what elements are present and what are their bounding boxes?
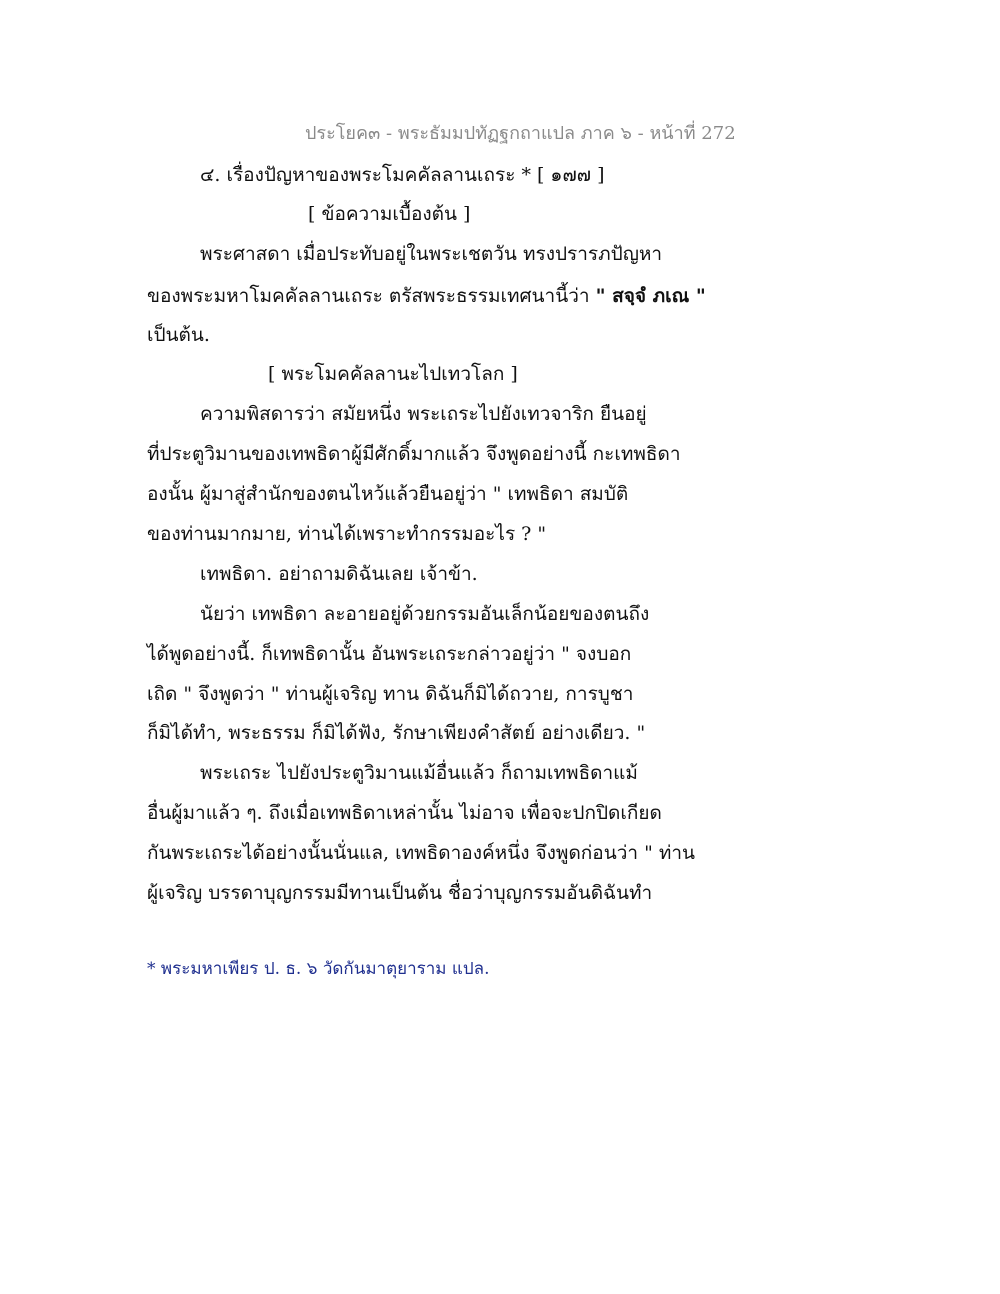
section-heading-intro: [ ข้อความเบื้องต้น ] (308, 203, 471, 225)
paragraph-1-line-1: พระศาสดา เมื่อประทับอยู่ในพระเชตวัน ทรงปรารภปัญหา (200, 243, 663, 265)
paragraph-2-line-4: ของท่านมากมาย, ท่านได้เพราะทำกรรมอะไร ? " (147, 523, 547, 545)
section-heading-devaloka: [ พระโมคคัลลานะไปเทวโลก ] (268, 363, 518, 385)
paragraph-5-line-2: อื่นผู้มาแล้ว ๆ. ถึงเมื่อเทพธิดาเหล่านั้น ไม่อาจ เพื่อจะปกปิดเกียด (147, 802, 662, 824)
paragraph-4-line-3: เถิด " จึงพูดว่า " ท่านผู้เจริญ ทาน ดิฉันก็มิได้ถวาย, การบูชา (147, 683, 634, 705)
paragraph-2-line-2: ที่ประตูวิมานของเทพธิดาผู้มีศักดิ์มากแล้ว จึงพูดอย่างนี้ กะเทพธิดา (147, 443, 681, 465)
pali-quote: " สจฺจํ ภเณ " (595, 285, 706, 307)
paragraph-2-line-1: ความพิสดารว่า สมัยหนึ่ง พระเถระไปยังเทวจาริก ยืนอยู่ (200, 403, 647, 425)
running-header: ประโยค๓ - พระธัมมปทัฏฐกถาแปล ภาค ๖ - หน้าที่ 272 (305, 123, 736, 144)
paragraph-1-line-2-text: ของพระมหาโมคคัลลานเถระ ตรัสพระธรรมเทศนานี้ว่า (147, 285, 596, 307)
footnote: * พระมหาเพียร ป. ธ. ๖ วัดกันมาตุยาราม แปล. (147, 959, 490, 979)
paragraph-4-line-2: ได้พูดอย่างนี้. ก็เทพธิดานั้น อันพระเถระกล่าวอยู่ว่า " จงบอก (147, 643, 632, 665)
paragraph-2-line-3: องนั้น ผู้มาสู่สำนักของตนไหว้แล้วยืนอยู่ว่า " เทพธิดา สมบัติ (147, 483, 629, 505)
paragraph-5-line-1: พระเถระ ไปยังประตูวิมานแม้อื่นแล้ว ก็ถามเทพธิดาแม้ (200, 762, 638, 784)
paragraph-5-line-3: กันพระเถระได้อย่างนั้นนั่นแล, เทพธิดาองค์หนึ่ง จึงพูดก่อนว่า " ท่าน (147, 842, 696, 864)
paragraph-4-line-4: ก็มิได้ทำ, พระธรรม ก็มิได้ฟัง, รักษาเพียงคำสัตย์ อย่างเดียว. " (147, 722, 646, 744)
paragraph-4-line-1: นัยว่า เทพธิดา ละอายอยู่ด้วยกรรมอันเล็กน้อยของตนถึง (200, 603, 650, 625)
paragraph-3: เทพธิดา. อย่าถามดิฉันเลย เจ้าข้า. (200, 563, 478, 585)
paragraph-1-line-3: เป็นต้น. (147, 324, 210, 346)
paragraph-5-line-4: ผู้เจริญ บรรดาบุญกรรมมีทานเป็นต้น ชื่อว่าบุญกรรมอันดิฉันทำ (147, 882, 653, 904)
story-title: ๔. เรื่องปัญหาของพระโมคคัลลานเถระ * [ ๑๗๗ ] (200, 164, 605, 186)
paragraph-1-line-2 (147, 282, 706, 310)
